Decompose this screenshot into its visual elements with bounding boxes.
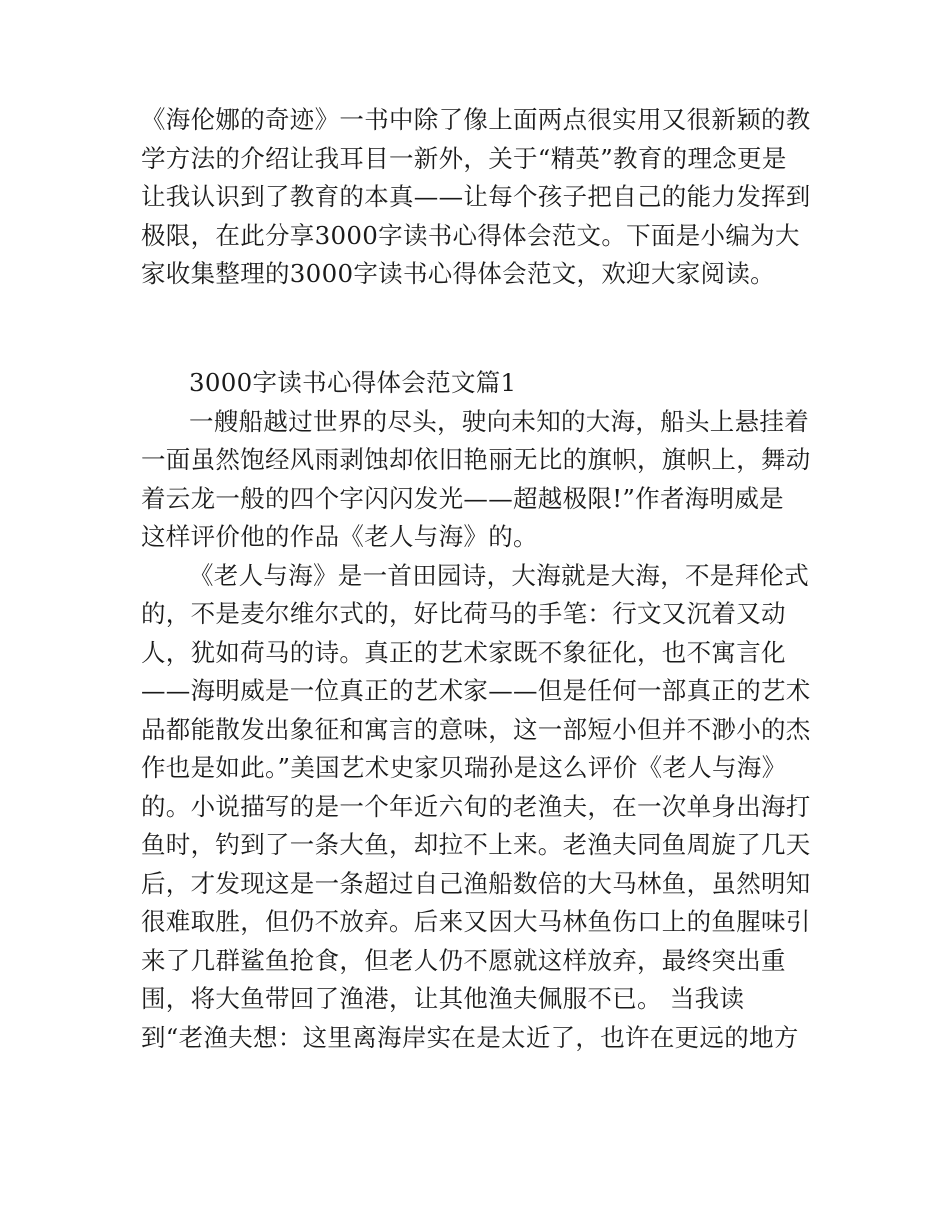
section-heading: 3000字读书心得体会范文篇1 bbox=[189, 368, 517, 397]
paragraph2-line-5: 品都能散发出象征和寓言的意味，这一部短小但并不渺小的杰 bbox=[141, 714, 811, 744]
paragraph2-line-1: 《老人与海》是一首田园诗，大海就是大海，不是拜伦式 bbox=[189, 560, 809, 590]
paragraph2-line-6: 作也是如此。”美国艺术史家贝瑞孙是这么评价《老人与海》 bbox=[141, 753, 787, 782]
paragraph2-line-4: ——海明威是一位真正的艺术家——但是任何一部真正的艺术 bbox=[141, 676, 811, 705]
paragraph2-line-12: 围，将大鱼带回了渔港，让其他渔夫佩服不已。 当我读 bbox=[141, 984, 745, 1013]
paragraph2-line-10: 很难取胜，但仍不放弃。后来又因大马林鱼伤口上的鱼腥味引 bbox=[141, 907, 811, 936]
intro-paragraph bbox=[141, 101, 821, 294]
section-body bbox=[141, 364, 821, 1057]
intro-line-2: 学方法的介绍让我耳目一新外，关于“精英”教育的理念更是 bbox=[141, 143, 787, 173]
paragraph1-line-2: 一面虽然饱经风雨剥蚀却依旧艳丽无比的旗帜，旗帜上，舞动 bbox=[141, 445, 811, 474]
paragraph2-line-13: 到“老渔夫想：这里离海岸实在是太近了，也许在更远的地方 bbox=[141, 1022, 799, 1052]
intro-line-4: 极限，在此分享3000字读书心得体会范文。下面是小编为大 bbox=[141, 220, 800, 250]
paragraph2-line-3: 人，犹如荷马的诗。真正的艺术家既不象征化，也不寓言化 bbox=[141, 637, 786, 667]
paragraph2-line-7: 的。小说描写的是一个年近六旬的老渔夫，在一次单身出海打 bbox=[141, 791, 811, 821]
intro-line-1: 《海伦娜的奇迹》一书中除了像上面两点很实用又很新颖的教 bbox=[141, 105, 811, 134]
intro-line-3: 让我认识到了教育的本真——让每个孩子把自己的能力发挥到 bbox=[141, 182, 811, 211]
paragraph2-line-11: 来了几群鲨鱼抢食，但老人仍不愿就这样放弃，最终突出重 bbox=[141, 945, 786, 975]
paragraph2-line-8: 鱼时，钓到了一条大鱼，却拉不上来。老渔夫同鱼周旋了几天 bbox=[141, 830, 811, 859]
intro-line-5: 家收集整理的3000字读书心得体会范文，欢迎大家阅读。 bbox=[141, 259, 775, 288]
paragraph1-line-4: 这样评价他的作品《老人与海》的。 bbox=[141, 522, 538, 551]
paragraph1-line-1: 一艘船越过世界的尽头，驶向未知的大海，船头上悬挂着 bbox=[189, 406, 809, 436]
paragraph1-line-3: 着云龙一般的四个字闪闪发光——超越极限!”作者海明威是 bbox=[141, 483, 784, 513]
paragraph2-line-2: 的，不是麦尔维尔式的，好比荷马的手笔：行文又沉着又动 bbox=[141, 599, 786, 628]
paragraph2-line-9: 后，才发现这是一条超过自己渔船数倍的大马林鱼，虽然明知 bbox=[141, 868, 811, 898]
